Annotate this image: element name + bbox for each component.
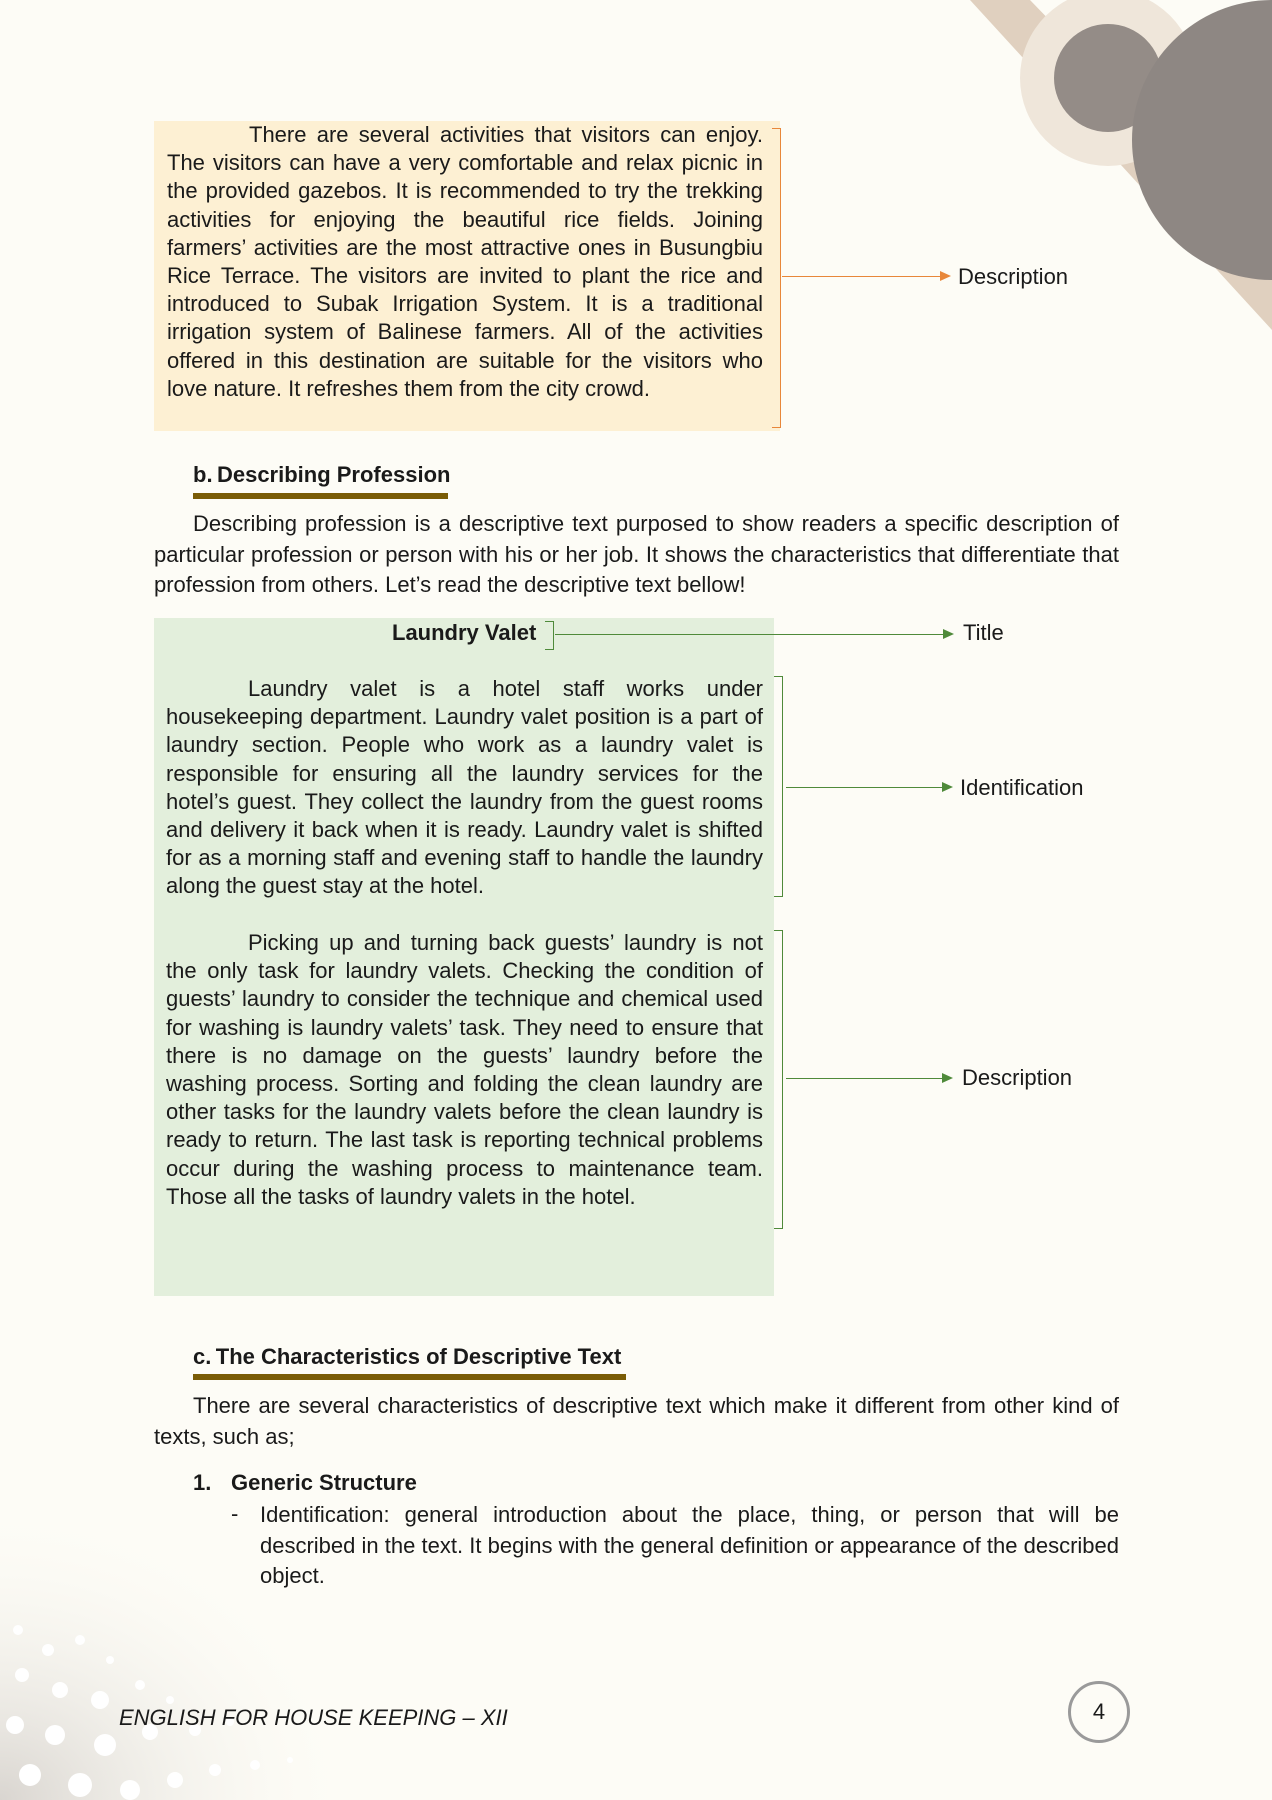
section-b-intro: Describing profession is a descriptive text purposed to show readers a specific description of particular profession or person with his or her job. It shows the characteristics that differentiate that profession from others. Let’s read the descriptive text bellow! <box>154 511 1119 597</box>
title-label: Title <box>963 620 1004 645</box>
section-c-intro: There are several characteristics of descriptive text which make it different from other kind of texts, such as; <box>154 1393 1119 1449</box>
identification-label: Identification <box>960 775 1084 800</box>
section-c-underline <box>193 1374 626 1380</box>
section-c-heading: c. The Characteristics of Descriptive Text <box>193 1344 622 1369</box>
footer-title: ENGLISH FOR HOUSE KEEPING – XII <box>119 1705 508 1730</box>
description-bracket <box>772 128 781 428</box>
identification-bracket <box>774 676 783 897</box>
title-arrow-line <box>555 634 945 635</box>
page-number-text: 4 <box>1092 1699 1106 1724</box>
laundry-valet-title: Laundry Valet <box>392 620 537 645</box>
description-2-arrowhead <box>942 1073 953 1083</box>
section-b-heading: b. Describing Profession <box>193 462 451 487</box>
list-item-title: Generic Structure <box>231 1470 417 1495</box>
title-bracket <box>545 621 554 650</box>
bullet-identification: Identification: general introduction about the place, thing, or person that will be described in the text. It begins with the general definition or appearance of the described object. <box>260 1502 1119 1588</box>
identification-paragraph: Laundry valet is a hotel staff works under housekeeping department. Laundry valet position is a part of laundry section. People who work as a laundry valet is responsible for ensuring all the laundry services for the hotel’s guest. They collect the laundry from the guest rooms and delivery it back when it is ready. Laundry valet is shifted for as a morning staff and evening staff to handle the laundry along the guest stay at the hotel. <box>166 676 763 899</box>
bullet-dash: - <box>231 1501 239 1526</box>
list-item-number: 1. <box>193 1470 212 1495</box>
description-2-label: Description <box>962 1065 1073 1090</box>
page-number <box>1068 1681 1130 1743</box>
description-paragraph: There are several activities that visitors can enjoy. The visitors can have a very comfortable and relax picnic in the provided gazebos. It is recommended to try the trekking activities for enjoying the beautiful rice fields. Joining farmers’ activities are the most attractive ones in Busungbiu Rice Terrace. The visitors are invited to plant the rice and introduced to Subak Irrigation System. It is a traditional irrigation system of Balinese farmers. All of the activities offered in this destination are suitable for the visitors who love nature. It refreshes them from the city crowd. <box>167 122 763 401</box>
description-2-bracket <box>774 930 783 1229</box>
description-label: Description <box>958 264 1069 289</box>
title-arrowhead <box>943 629 954 639</box>
description-arrowhead <box>940 271 951 281</box>
description-paragraph-2: Picking up and turning back guests’ laundry is not the only task for laundry valets. Checking the condition of guests’ laundry to consider the technique and chemical used for washing is laundry valets’ task. They need to ensure that there is no damage on the guests’ laundry before the washing process. Sorting and folding the clean laundry are other tasks for the laundry valets before the clean laundry is ready to return. The last task is reporting technical problems occur during the washing process to maintenance team. Those all the tasks of laundry valets in the hotel. <box>166 930 763 1209</box>
description-2-arrow-line <box>786 1078 944 1079</box>
identification-arrow-line <box>786 787 944 788</box>
section-b-underline <box>193 493 448 499</box>
identification-arrowhead <box>942 782 953 792</box>
description-arrow-line <box>782 276 942 277</box>
